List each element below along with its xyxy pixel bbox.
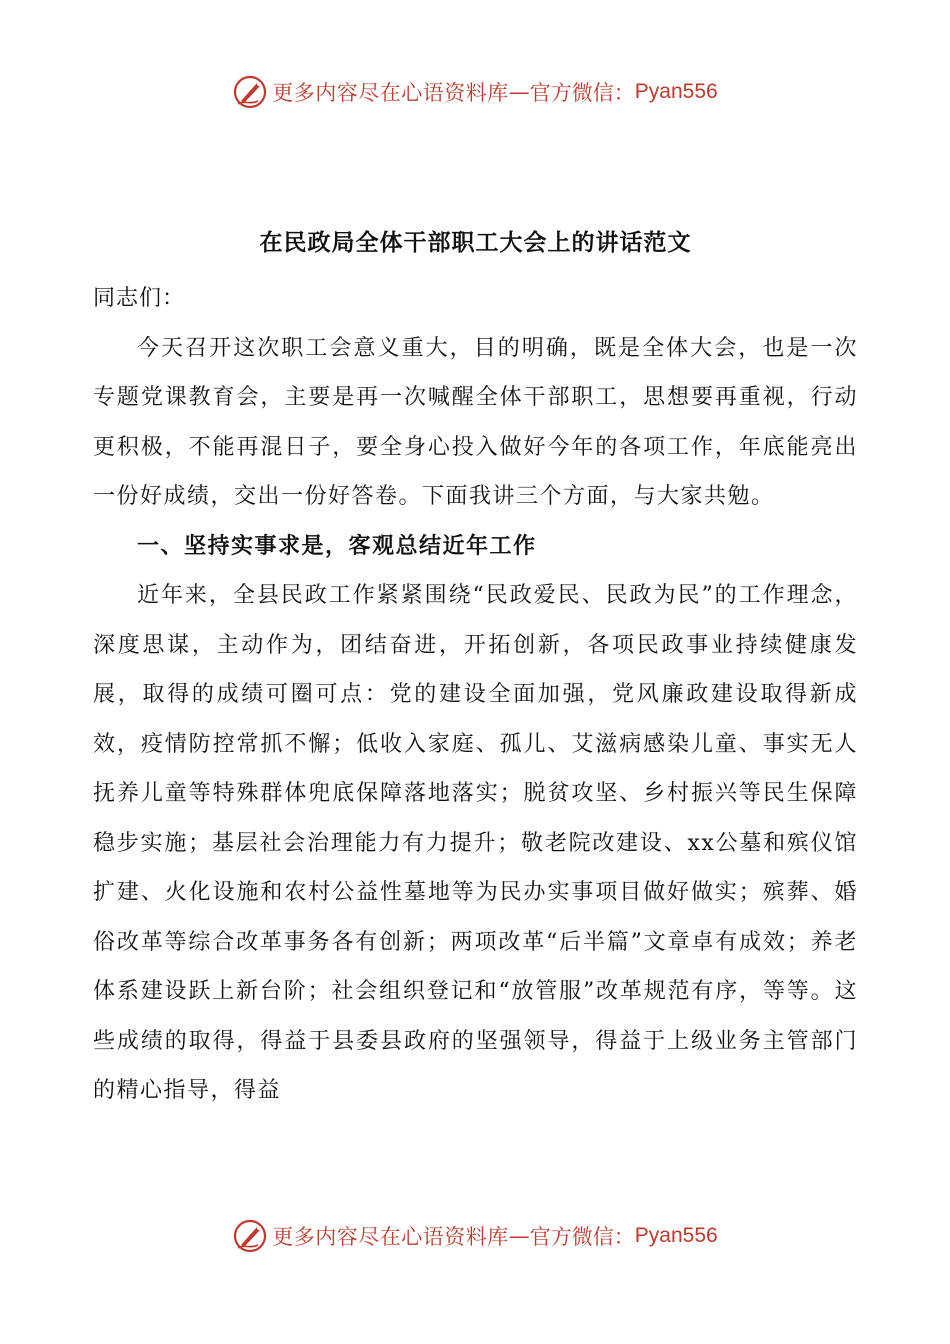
header-watermark <box>0 72 950 112</box>
watermark-text: 更多内容尽在心语资料库 <box>272 1225 509 1249</box>
watermark-dash: — <box>508 1224 530 1248</box>
greeting: 同志们： <box>93 286 186 311</box>
watermark-wechat-label: 官方微信： <box>529 81 635 105</box>
watermark-dash: — <box>508 80 530 104</box>
watermark-wechat-label: 官方微信： <box>529 1225 635 1249</box>
intro-paragraph: 今天召开这次职工会意义重大，目的明确，既是全体大会，也是一次专题党课教育会，主要是再一次喊醒全体干部职工，思想要再重视，行动更积极，不能再混日子，要全身心投入做好今年的各项工作，年底能亮出一份好成绩，交出一份好答卷。下面我讲三个方面，与大家共勉。 <box>93 335 858 509</box>
watermark-text: 更多内容尽在心语资料库 <box>272 81 509 105</box>
document-title: 在民政局全体干部职工大会上的讲话范文 <box>259 230 692 256</box>
watermark-wechat-id: Pyan556 <box>634 1224 718 1247</box>
document-body <box>93 228 858 1116</box>
footer-watermark <box>0 1216 950 1256</box>
section-heading-1: 一、坚持实事求是，客观总结近年工作 <box>137 533 537 559</box>
pen-logo-icon <box>232 74 268 110</box>
section-1-paragraph: 近年来，全县民政工作紧紧围绕“民政爱民、民政为民”的工作理念，深度思谋，主动作为，团结奋进，开拓创新，各项民政事业持续健康发展，取得的成绩可圈可点：党的建设全面加强，党风廉政建设取得新成效，疫情防控常抓不懈；低收入家庭、孤儿、艾滋病感染儿童、事实无人抚养儿童等特殊群体兜底保障落地落实；脱贫攻坚、乡村振兴等民生保障稳步实施；基层社会治理能力有力提升；敬老院改建设、xx公墓和殡仪馆扩建、火化设施和农村公益性墓地等为民办实事项目做好做实；殡葬、婚俗改革等综合改革事务各有创新；两项改革“后半篇”文章卓有成效；养老体系建设跃上新台阶；社会组织登记和“放管服”改革规范有序，等等。这些成绩的取得，得益于县委县政府的坚强领导，得益于上级业务主管部门的精心指导，得益 <box>93 583 858 1103</box>
watermark-wechat-id: Pyan556 <box>634 80 718 103</box>
pen-logo-icon <box>232 1218 268 1254</box>
